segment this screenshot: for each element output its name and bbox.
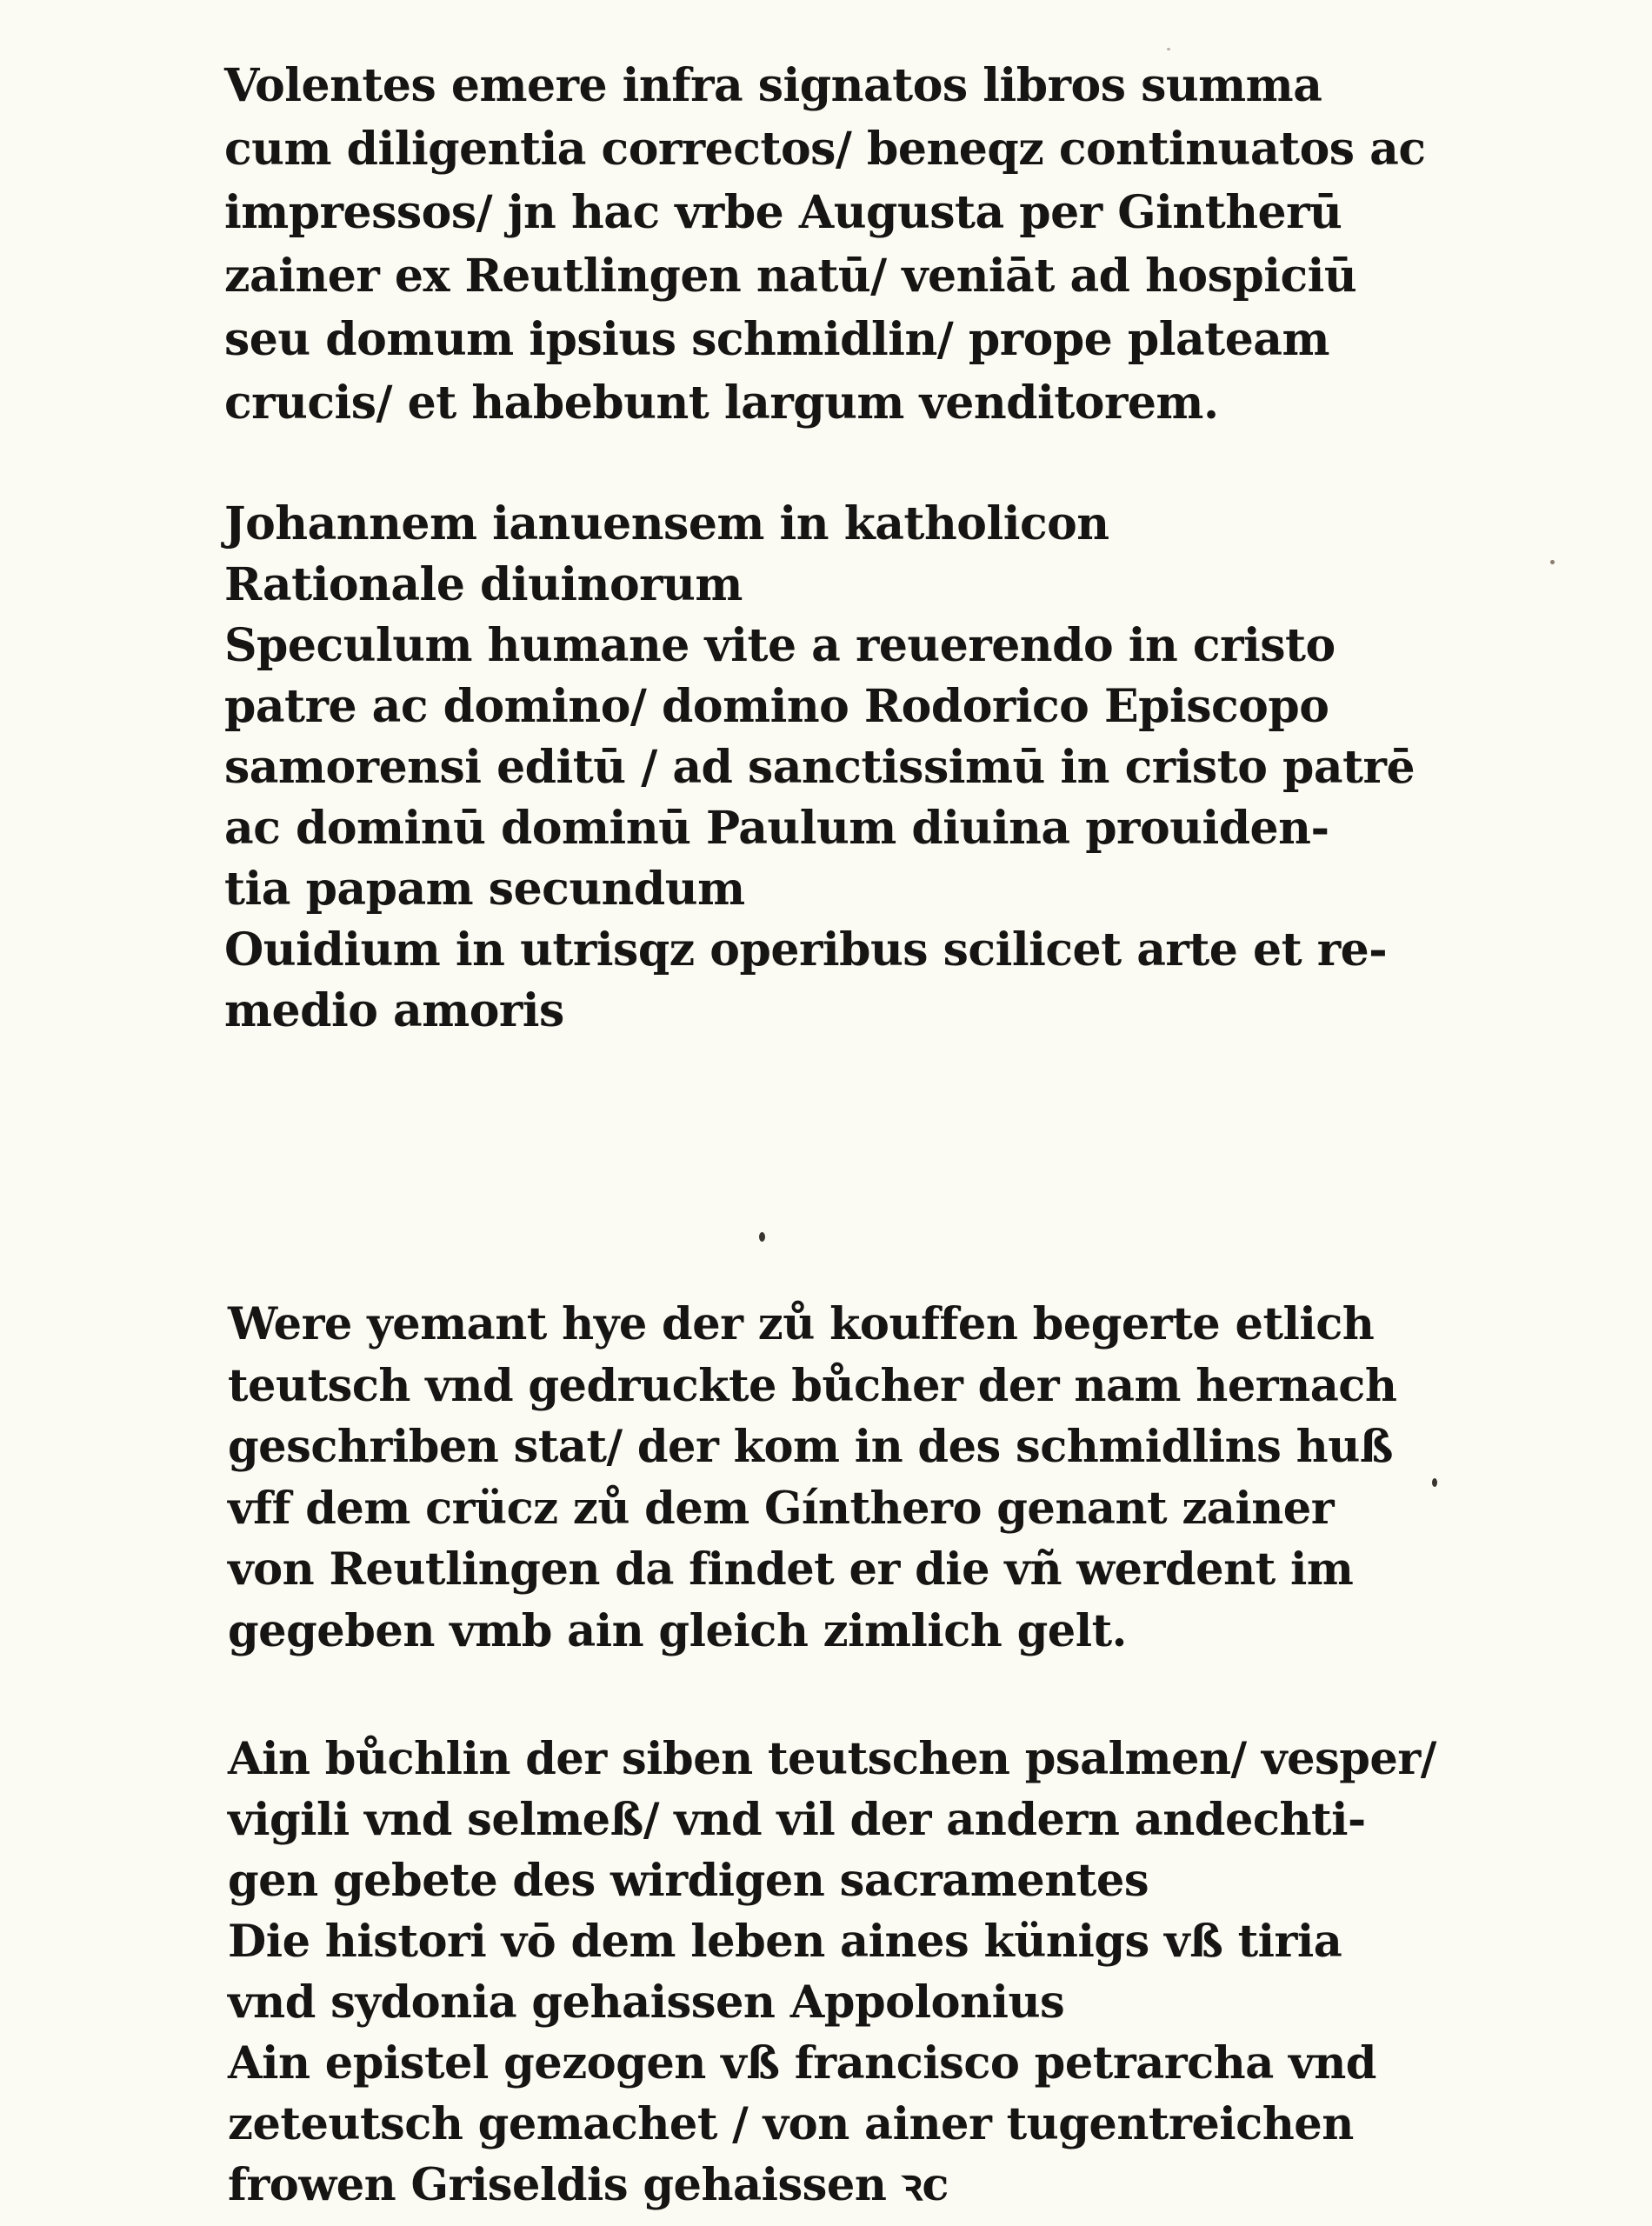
german-notice-paragraph <box>228 1294 1396 1662</box>
book-entry-line: samorensi editū / ad sanctissimū in cristo patrē <box>224 741 1416 794</box>
paper-speck <box>759 1232 765 1242</box>
book-entry-line: vnd sydonia gehaissen Appolonius <box>228 1976 1065 2029</box>
book-entry-line: Ouidium in utrisqz operibus scilicet arte et re- <box>224 923 1388 976</box>
text-line: impressos/ jn hac vrbe Augusta per Gintherū <box>224 186 1342 239</box>
paper-speck <box>1167 48 1170 50</box>
text-line: zainer ex Reutlingen natū/ veniāt ad hospiciū <box>224 250 1357 303</box>
book-entry-line: ac dominū dominū Paulum diuina prouiden- <box>224 802 1329 855</box>
book-entry-line: Speculum humane vite a reuerendo in cristo <box>224 619 1336 672</box>
book-entry-line: Die histori vō dem leben aines künigs vß tiria <box>228 1916 1342 1968</box>
book-entry-line: Ain bůchlin der siben teutschen psalmen/ vesper/ <box>228 1733 1436 1785</box>
text-line: Volentes emere infra signatos libros summa <box>224 59 1322 112</box>
book-entry-line: Ain epistel gezogen vß francisco petrarcha vnd <box>228 2037 1376 2089</box>
book-entry-line: medio amoris <box>224 984 564 1037</box>
text-line: Were yemant hye der zů kouffen begerte etlich <box>228 1298 1375 1350</box>
latin-book-list <box>224 494 1415 1042</box>
paper-speck <box>1550 560 1555 564</box>
text-line: cum diligentia correctos/ beneqz continuatos ac <box>224 123 1426 176</box>
book-entry-line: gen gebete des wirdigen sacramentes <box>228 1855 1149 1907</box>
text-line: geschriben stat/ der kom in des schmidlins huß <box>228 1421 1394 1473</box>
latin-notice-paragraph <box>224 54 1426 435</box>
german-book-list <box>228 1729 1436 2216</box>
text-line: seu domum ipsius schmidlin/ prope plateam <box>224 313 1329 366</box>
paper-speck <box>1432 1478 1437 1487</box>
book-entry-line: patre ac domino/ domino Rodorico Episcopo <box>224 680 1329 733</box>
book-entry-line: vigili vnd selmeß/ vnd vil der andern andechti- <box>228 1794 1366 1846</box>
text-line: vff dem crücz zů dem Gínthero genant zainer <box>228 1482 1335 1535</box>
text-line: von Reutlingen da findet er die vñ werdent im <box>228 1543 1354 1596</box>
book-entry-line: tia papam secundum <box>224 863 745 916</box>
book-entry-line: Rationale diuinorum <box>224 558 743 611</box>
book-entry-line: frowen Griseldis gehaissen ꝛc <box>228 2159 949 2211</box>
text-line: teutsch vnd gedruckte bůcher der nam hernach <box>228 1359 1397 1412</box>
book-entry-line: zeteutsch gemachet / von ainer tugentreichen <box>228 2098 1354 2150</box>
text-line: crucis/ et habebunt largum venditorem. <box>224 377 1219 430</box>
text-line: gegeben vmb ain gleich zimlich gelt. <box>228 1604 1127 1657</box>
book-entry-line: Johannem ianuensem in katholicon <box>224 497 1109 550</box>
